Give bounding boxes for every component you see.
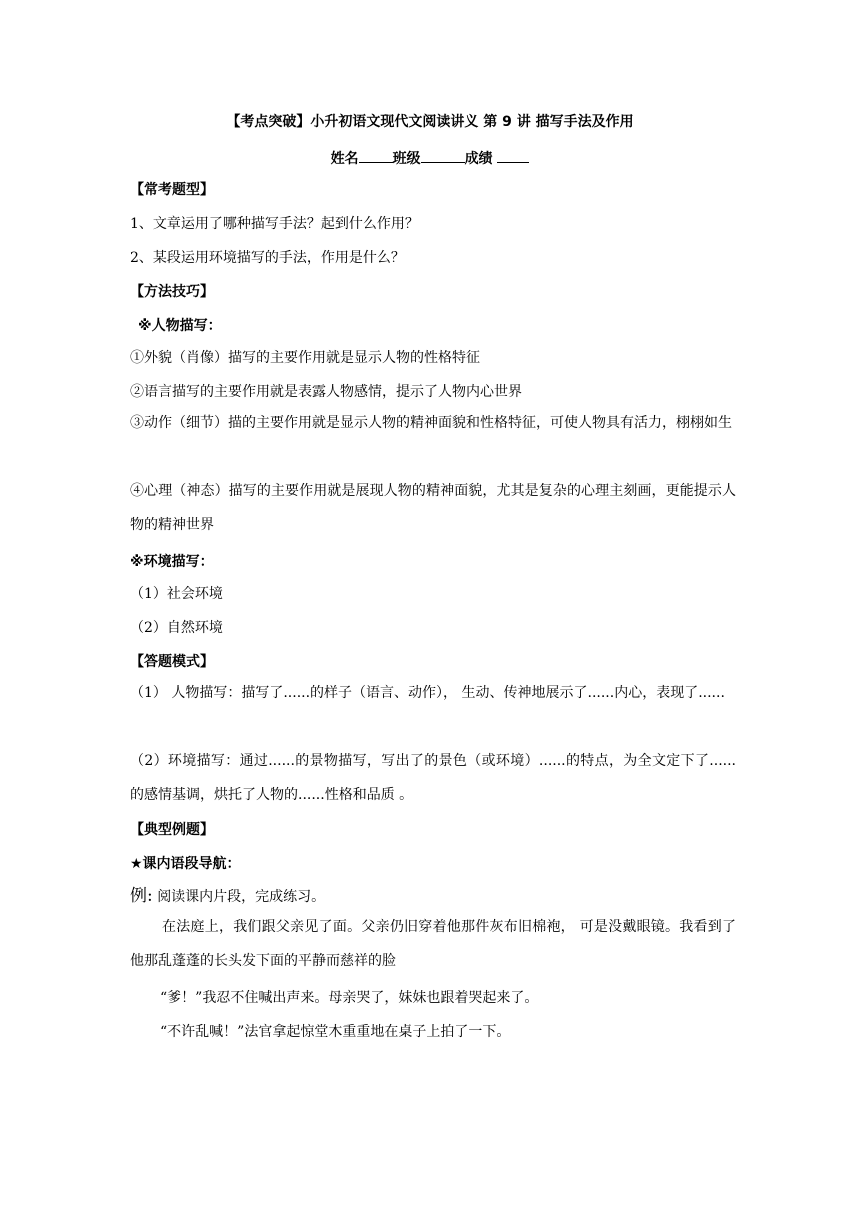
section-heading-answer: 【答题模式】 bbox=[130, 654, 214, 670]
environment-item-2: （2）自然环境 bbox=[130, 620, 223, 636]
in-class-passage-heading: ★课内语段导航： bbox=[130, 856, 241, 872]
score-blank[interactable] bbox=[497, 148, 529, 163]
method-item-4: ④心理（神态）描写的主要作用就是展现人物的精神面貌，尤其是复杂的心理主刻画，更能提示人物的精神世界 bbox=[130, 483, 736, 533]
method-item-1: ①外貌（肖像）描写的主要作用就是显示人物的性格特征 bbox=[130, 350, 480, 366]
example-text: 阅读课内片段，完成练习。 bbox=[157, 889, 326, 905]
student-info-row bbox=[0, 148, 860, 169]
name-blank[interactable] bbox=[359, 148, 393, 163]
passage-paragraph-1: 在法庭上，我们跟父亲见了面。父亲仍旧穿着他那件灰布旧棉袍， 可是没戴眼镜。我看到了他那乱蓬蓬的长头发下面的平静而慈祥的脸 bbox=[130, 919, 736, 969]
section-heading-methods: 【方法技巧】 bbox=[130, 284, 214, 300]
question-1: 1、文章运用了哪种描写手法？起到什么作用？ bbox=[130, 216, 419, 232]
class-blank[interactable] bbox=[421, 148, 465, 163]
passage-paragraph-3: “不许乱喊！”法官拿起惊堂木重重地在桌子上拍了一下。 bbox=[160, 1024, 511, 1040]
class-label: 班级 bbox=[392, 151, 421, 167]
character-description-heading: ※人物描写： bbox=[138, 318, 222, 334]
method-item-2: ②语言描写的主要作用就是表露人物感情，提示了人物内心世界 bbox=[130, 384, 522, 400]
answer-pattern-2: （2）环境描写：通过......的景物描写，写出了的景色（或环境）......的特点，为全文定下了......的感情基调，烘托了人物的......性格和品质 。 bbox=[130, 753, 736, 803]
question-2: 2、某段运用环境描写的手法，作用是什么？ bbox=[130, 250, 405, 266]
method-item-3: ③动作（细节）描的主要作用就是显示人物的精神面貌和性格特征，可使人物具有活力，栩栩如生 bbox=[130, 415, 732, 431]
score-label: 成绩 bbox=[464, 151, 493, 167]
passage-paragraph-2: “爹！”我忍不住喊出声来。母亲哭了，妹妹也跟着哭起来了。 bbox=[160, 990, 539, 1006]
name-label: 姓名 bbox=[330, 151, 359, 167]
section-heading-types: 【常考题型】 bbox=[130, 182, 214, 198]
environment-description-heading: ※环境描写： bbox=[130, 554, 214, 570]
environment-item-1: （1）社会环境 bbox=[130, 586, 223, 602]
section-heading-examples: 【典型例题】 bbox=[130, 822, 214, 838]
example-instruction bbox=[130, 886, 325, 907]
answer-pattern-1: （1） 人物描写：描写了......的样子（语言、动作）， 生动、传神地展示了......内心，表现了...... bbox=[130, 685, 725, 701]
document-title: 【考点突破】小升初语文现代文阅读讲义 第 9 讲 描写手法及作用 bbox=[226, 114, 634, 130]
example-label: 例: bbox=[130, 886, 153, 906]
